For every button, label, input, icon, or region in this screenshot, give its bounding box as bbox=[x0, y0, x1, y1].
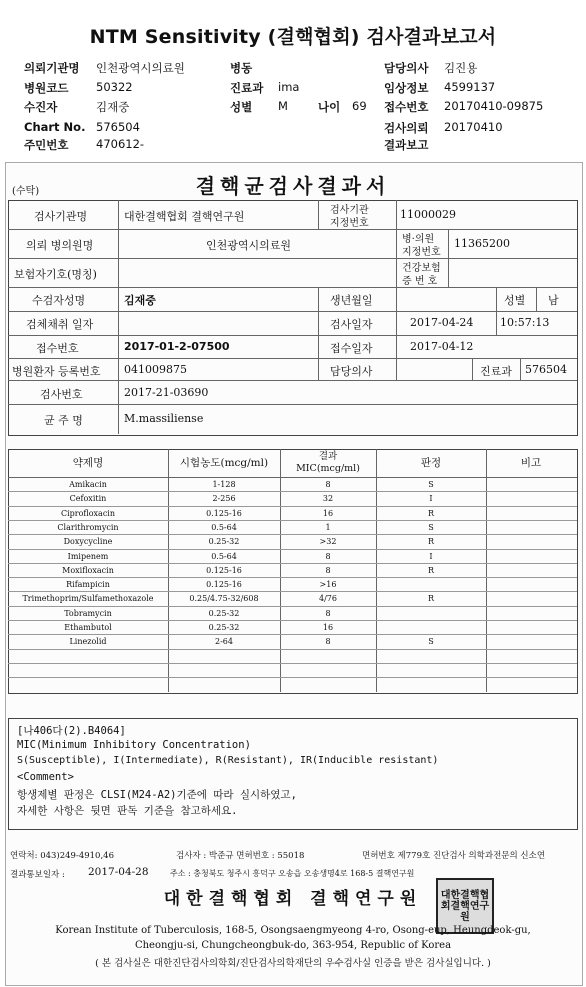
collect-date-label: 검체채취 일자 bbox=[26, 318, 94, 331]
drug-cell-drug: Moxifloxacin bbox=[62, 566, 114, 575]
drug-cell-conc: 1-128 bbox=[212, 480, 236, 489]
institution-value: 인천광역시의료원 bbox=[96, 61, 185, 75]
collector-label: 수진자 bbox=[24, 100, 58, 114]
hospcode-label: 병원코드 bbox=[24, 81, 69, 95]
drug-cell-result: R bbox=[427, 509, 435, 518]
drug-cell-conc: 0.5-64 bbox=[211, 552, 237, 561]
drug-cell-conc: 0.125-16 bbox=[206, 566, 242, 575]
col-mic-1: 결과 bbox=[318, 451, 338, 462]
drug-cell-mic: 32 bbox=[322, 494, 334, 503]
footer-report-date-label: 결과통보일자 : bbox=[10, 870, 65, 880]
patient-label: 수검자성명 bbox=[32, 294, 86, 307]
chart-value: 576504 bbox=[96, 120, 140, 134]
drug-cell-mic: 1 bbox=[325, 523, 331, 532]
health-no-label: 건강보험 bbox=[402, 263, 441, 274]
drug-cell-drug: Trimethoprim/Sulfamethoxazole bbox=[22, 594, 154, 603]
req-hosp-label: 의뢰 병의원명 bbox=[26, 239, 94, 252]
institution-label: 의뢰기관명 bbox=[24, 61, 80, 75]
drug-cell-mic: 8 bbox=[325, 609, 331, 618]
lab-no-label-2: 지정번호 bbox=[330, 218, 369, 229]
certification-note: ( 본 검사실은 대한진단검사의학회/진단검사의학재단의 우수검사실 인증을 받은 검사실입니다. ) bbox=[95, 958, 491, 969]
drug-cell-drug: Clarithromycin bbox=[57, 523, 119, 532]
lab-value: 대한결핵협회 결핵연구원 bbox=[124, 210, 245, 223]
reg-no-label: 병원환자 등록번호 bbox=[12, 365, 101, 378]
patient-value: 김재중 bbox=[124, 294, 156, 307]
receipt-date-label: 접수일자 bbox=[330, 342, 373, 355]
drug-cell-mic: 16 bbox=[322, 623, 334, 632]
drug-cell-result: R bbox=[427, 537, 435, 546]
drug-cell-drug: Amikacin bbox=[69, 480, 107, 489]
id-label: 주민번호 bbox=[24, 138, 69, 152]
dept-value: ima bbox=[278, 80, 300, 94]
sheet-tag: (수탁) bbox=[12, 186, 40, 197]
sheet-title: 결핵균검사결과서 bbox=[195, 174, 391, 198]
col-mic-2: MIC(mcg/ml) bbox=[296, 463, 360, 474]
notes-line-2: 자세한 사항은 뒷면 판독 기준을 참고하세요. bbox=[17, 805, 238, 817]
dept-no-value: 576504 bbox=[525, 363, 567, 376]
drug-cell-drug: Ciprofloxacin bbox=[60, 509, 116, 518]
clinical-label: 임상정보 bbox=[384, 81, 429, 95]
doctor-value: 김진용 bbox=[444, 61, 478, 75]
hospcode-value: 50322 bbox=[96, 80, 133, 94]
sex-value: M bbox=[278, 99, 288, 113]
drug-cell-drug: Cefoxitin bbox=[69, 494, 107, 503]
notes-line-1: 항생제별 판정은 CLSI(M24-A2)기준에 따라 실시하였고, bbox=[17, 789, 297, 801]
test-date-value: 2017-04-24 bbox=[410, 316, 474, 329]
drug-cell-conc: 2-64 bbox=[215, 637, 233, 646]
notes-legend: S(Susceptible), I(Intermediate), R(Resistant), IR(Inducible resistant) bbox=[17, 755, 439, 766]
drug-cell-conc: 0.25/4.75-32/608 bbox=[189, 594, 259, 603]
drug-cell-mic: 8 bbox=[325, 480, 331, 489]
age-value: 69 bbox=[352, 99, 367, 113]
drug-cell-result: S bbox=[428, 480, 434, 489]
lab-no-value: 11000029 bbox=[400, 208, 456, 221]
receipt-no-label: 접수번호 bbox=[36, 342, 79, 355]
drug-cell-conc: 0.25-32 bbox=[208, 609, 240, 618]
drug-cell-mic: 16 bbox=[322, 509, 334, 518]
notes-mic: MIC(Minimum Inhibitory Concentration) bbox=[17, 739, 251, 751]
col-result: 판정 bbox=[420, 457, 442, 469]
footer-specialist: 면허번호 제779호 진단검사 의학과전문의 신소연 bbox=[362, 851, 546, 861]
clinical-value: 4599137 bbox=[444, 80, 496, 94]
hosp-no-label: 병·의원 bbox=[402, 234, 435, 245]
col-drug: 약제명 bbox=[72, 457, 104, 469]
lab-label: 검사기관명 bbox=[34, 210, 88, 223]
notes-code: [나406다(2).B4064] bbox=[17, 725, 126, 737]
drug-cell-mic: 8 bbox=[325, 566, 331, 575]
drug-cell-conc: 0.5-64 bbox=[211, 523, 237, 532]
age-label: 나이 bbox=[318, 100, 341, 114]
footer-inspector: 검사자 : 박준규 면허번호 : 55018 bbox=[176, 851, 305, 861]
chart-label: Chart No. bbox=[24, 120, 86, 134]
drug-cell-conc: 0.125-16 bbox=[206, 509, 242, 518]
receipt-label: 접수번호 bbox=[384, 100, 429, 114]
sex-value-sheet: 남 bbox=[548, 294, 559, 307]
drug-cell-mic: >16 bbox=[319, 580, 337, 589]
drug-cell-result: S bbox=[428, 523, 434, 532]
receipt-date-value: 2017-04-12 bbox=[410, 340, 474, 353]
institute-seal: 대한결핵협회결핵연구원 bbox=[436, 878, 494, 934]
birth-label: 생년월일 bbox=[330, 294, 373, 307]
hosp-no-label-2: 지정번호 bbox=[402, 247, 441, 258]
address-en-2: Cheongju-si, Chungcheongbuk-do, 363-954, Republic of Korea bbox=[134, 940, 452, 951]
drug-cell-mic: >32 bbox=[319, 537, 337, 546]
drug-cell-drug: Tobramycin bbox=[64, 609, 112, 618]
footer-address-kr: 주소 : 충청북도 청주시 흥덕구 오송읍 오송생명4로 168-5 결핵연구원 bbox=[170, 869, 415, 878]
institute-name: 대한결핵협회 결핵연구원 bbox=[163, 889, 423, 909]
lab-no-label: 검사기관 bbox=[330, 205, 369, 216]
drug-cell-conc: 0.25-32 bbox=[208, 623, 240, 632]
report-title: NTM Sensitivity (결핵협회) 검사결과보고서 bbox=[89, 26, 497, 48]
receipt-value: 20170410-09875 bbox=[444, 99, 544, 113]
sex-label-sheet: 성별 bbox=[504, 294, 526, 307]
receipt-no-value: 2017-01-2-07500 bbox=[124, 340, 230, 353]
health-no-label-2: 증 번 호 bbox=[402, 276, 438, 287]
request-date-label: 검사의뢰 bbox=[384, 121, 429, 135]
organism-value: M.massiliense bbox=[124, 412, 204, 425]
test-no-value: 2017-21-03690 bbox=[124, 386, 209, 399]
hosp-no-value: 11365200 bbox=[454, 237, 510, 250]
dept-label-sheet: 진료과 bbox=[480, 365, 512, 378]
notes-comment: <Comment> bbox=[17, 771, 74, 783]
collector-value: 김재중 bbox=[96, 100, 130, 114]
drug-cell-conc: 2-256 bbox=[212, 494, 236, 503]
dept-label: 진료과 bbox=[230, 81, 264, 95]
report-label: 결과보고 bbox=[384, 138, 429, 152]
drug-cell-result: I bbox=[429, 552, 433, 561]
drug-cell-drug: Doxycycline bbox=[63, 537, 113, 546]
col-remark: 비고 bbox=[520, 457, 542, 469]
reg-no-value: 041009875 bbox=[124, 363, 187, 376]
drug-cell-mic: 8 bbox=[325, 637, 331, 646]
drug-cell-drug: Rifampicin bbox=[66, 580, 110, 589]
id-value: 470612- bbox=[96, 137, 145, 151]
drug-cell-result: R bbox=[427, 566, 435, 575]
test-no-label: 검사번호 bbox=[40, 388, 83, 401]
drug-cell-drug: Imipenem bbox=[67, 552, 109, 561]
drug-cell-conc: 0.25-32 bbox=[208, 537, 240, 546]
req-hosp-value: 인천광역시의료원 bbox=[206, 239, 292, 252]
test-time-value: 10:57:13 bbox=[500, 316, 550, 329]
insured-label: 보험자기호(명칭) bbox=[14, 268, 97, 281]
info-grid bbox=[8, 200, 578, 436]
sex-label: 성별 bbox=[230, 100, 253, 114]
request-date-value: 20170410 bbox=[444, 120, 503, 134]
drug-cell-drug: Ethambutol bbox=[64, 623, 112, 632]
drug-cell-drug: Linezolid bbox=[69, 637, 107, 646]
notes-box bbox=[8, 718, 578, 830]
organism-label: 균 주 명 bbox=[44, 414, 83, 427]
drug-cell-conc: 0.125-16 bbox=[206, 580, 242, 589]
drug-cell-result: I bbox=[429, 494, 433, 503]
address-en-1: Korean Institute of Tuberculosis, 168-5, Osongsaengmyeong 4-ro, Osong-eup, Heungdeok-gu, bbox=[55, 925, 531, 936]
drug-cell-mic: 4/76 bbox=[319, 594, 337, 603]
drug-cell-mic: 8 bbox=[325, 552, 331, 561]
footer-report-date: 2017-04-28 bbox=[88, 866, 149, 878]
test-date-label: 검사일자 bbox=[330, 318, 373, 331]
doctor-label-sheet: 담당의사 bbox=[330, 365, 373, 378]
col-conc: 시험농도(mcg/ml) bbox=[179, 457, 269, 469]
drug-cell-result: S bbox=[428, 637, 434, 646]
doctor-label: 담당의사 bbox=[384, 61, 429, 75]
drug-cell-result: R bbox=[427, 594, 435, 603]
footer-contact: 연락처: 043)249-4910,46 bbox=[10, 851, 114, 861]
ward-label: 병동 bbox=[230, 61, 253, 75]
